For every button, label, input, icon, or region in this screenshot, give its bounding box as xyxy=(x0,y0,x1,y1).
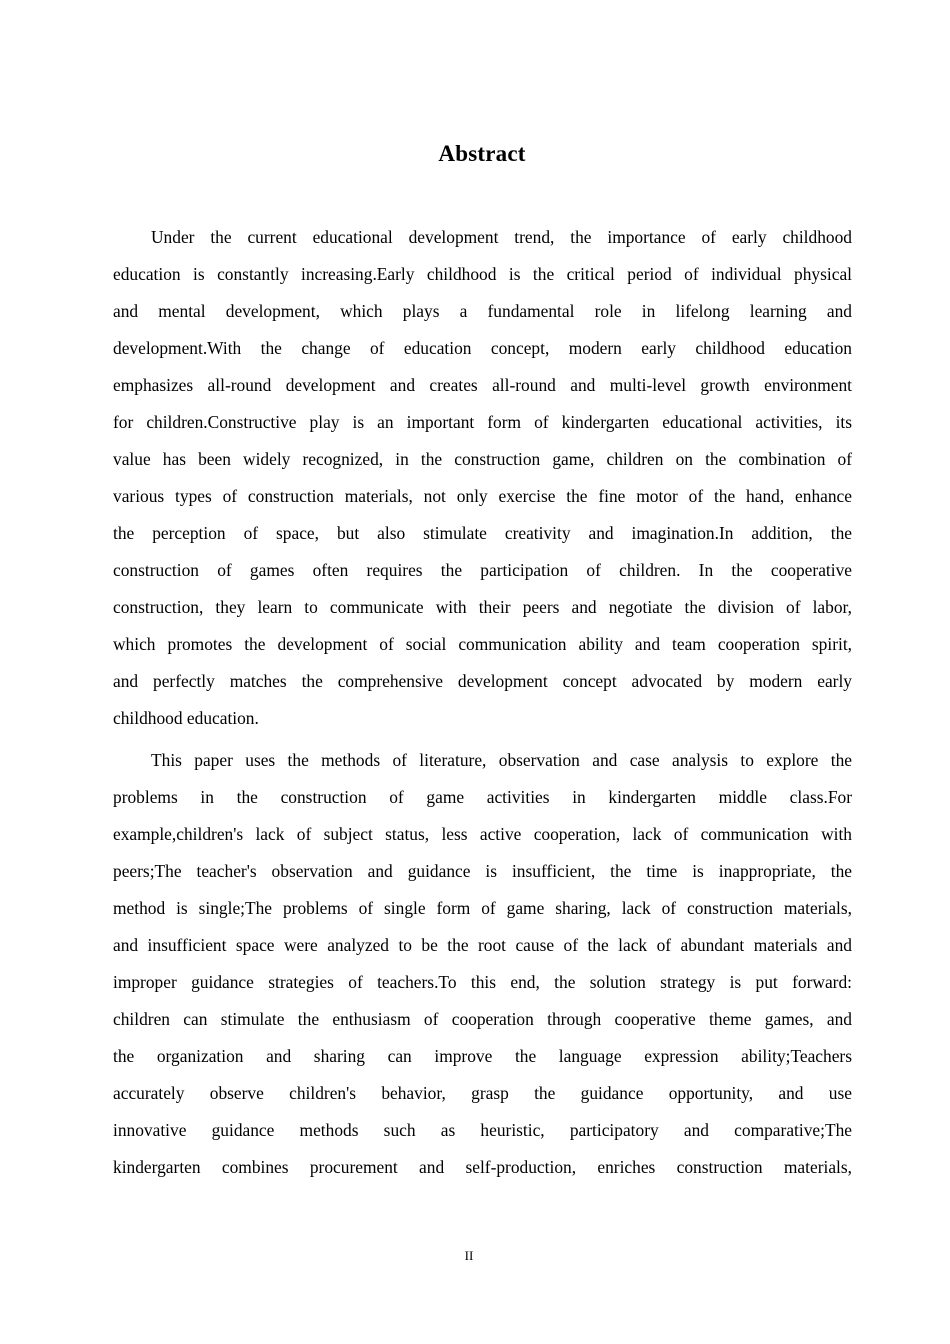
text-line: emphasizes all-round development and creates all-round and multi-level growth environment xyxy=(113,375,852,395)
text-line: kindergarten combines procurement and self-production, enriches construction materials, xyxy=(113,1157,852,1177)
text-line: and perfectly matches the comprehensive development concept advocated by modern early xyxy=(113,671,852,691)
text-line: the perception of space, but also stimulate creativity and imagination.In addition, the xyxy=(113,523,852,543)
text-line: education is constantly increasing.Early childhood is the critical period of individual physical xyxy=(113,264,852,284)
text-line: the organization and sharing can improve the language expression ability;Teachers xyxy=(113,1046,852,1066)
abstract-paragraph-1 xyxy=(113,219,852,737)
text-line: children can stimulate the enthusiasm of cooperation through cooperative theme games, and xyxy=(113,1009,852,1029)
page-title: Abstract xyxy=(438,141,526,167)
text-line: This paper uses the methods of literature, observation and case analysis to explore the xyxy=(151,750,852,770)
text-line: Under the current educational development trend, the importance of early childhood xyxy=(151,227,852,247)
text-line: example,children's lack of subject status, less active cooperation, lack of communication with xyxy=(113,824,852,844)
text-line: peers;The teacher's observation and guidance is insufficient, the time is inappropriate, the xyxy=(113,861,852,881)
text-line: which promotes the development of social communication ability and team cooperation spirit, xyxy=(113,634,852,654)
abstract-paragraph-2 xyxy=(113,742,852,1186)
text-line: various types of construction materials, not only exercise the fine motor of the hand, enhance xyxy=(113,486,852,506)
text-line: accurately observe children's behavior, grasp the guidance opportunity, and use xyxy=(113,1083,852,1103)
text-line: development.With the change of education concept, modern early childhood education xyxy=(113,338,852,358)
text-line: and mental development, which plays a fundamental role in lifelong learning and xyxy=(113,301,852,321)
text-line: improper guidance strategies of teachers.To this end, the solution strategy is put forward: xyxy=(113,972,852,992)
text-line: problems in the construction of game activities in kindergarten middle class.For xyxy=(113,787,852,807)
text-line: method is single;The problems of single form of game sharing, lack of construction materials, xyxy=(113,898,852,918)
text-line: construction, they learn to communicate with their peers and negotiate the division of labor, xyxy=(113,597,852,617)
text-line: for children.Constructive play is an important form of kindergarten educational activities, its xyxy=(113,412,852,432)
text-line: and insufficient space were analyzed to be the root cause of the lack of abundant materials and xyxy=(113,935,852,955)
text-line: value has been widely recognized, in the construction game, children on the combination of xyxy=(113,449,852,469)
text-line: construction of games often requires the participation of children. In the cooperative xyxy=(113,560,852,580)
page-number: II xyxy=(464,1248,474,1263)
text-line: childhood education. xyxy=(113,708,259,728)
text-line: innovative guidance methods such as heuristic, participatory and comparative;The xyxy=(113,1120,852,1140)
